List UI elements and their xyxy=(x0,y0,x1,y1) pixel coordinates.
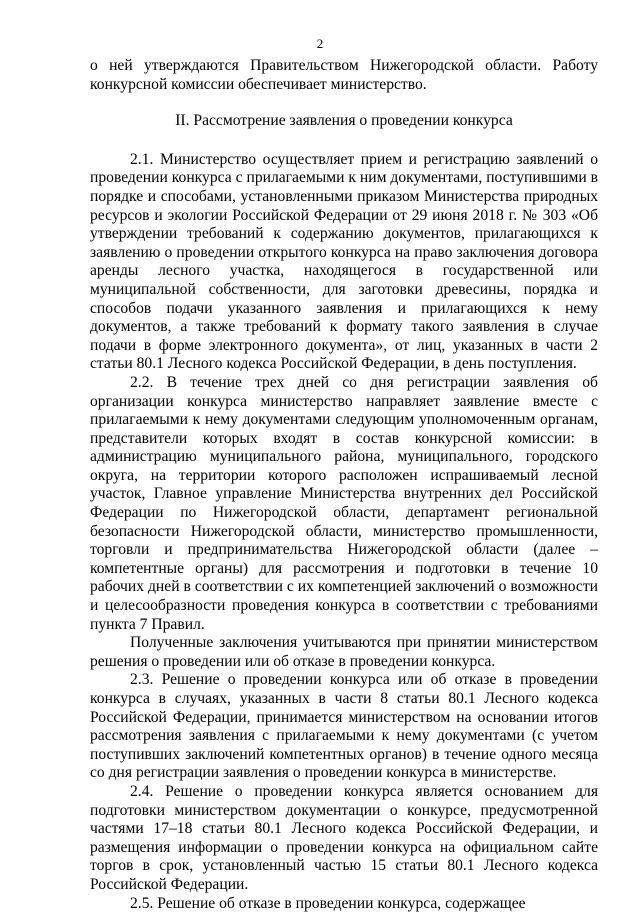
paragraph-2-1: 2.1. Министерство осуществляет прием и регистрацию заявлений о проведении конкурса с прилагаемыми к ним документами, поступившими в порядке и способами, установленными приказом Министерства природных ресурсов и экологии Российской Федерации от 29 июня 2018 г. № 303 «Об утверждении требований к содержанию документов, прилагающихся к заявлению о проведении открытого конкурса на право заключения договора аренды лесного участка, находящегося в государственной или муниципальной собственности, для заготовки древесины, порядка и способов подачи указанного заявления и прилагающихся к нему документов, а также требований к формату такого заявления в случае подачи в форме электронного документа», от лиц, указанных в части 2 статьи 80.1 Лесного кодекса Российской Федерации, в день поступления. xyxy=(90,150,598,373)
page-number: 2 xyxy=(316,36,324,51)
section-heading: II. Рассмотрение заявления о проведении конкурса xyxy=(175,112,513,130)
paragraph-2-4: 2.4. Решение о проведении конкурса является основанием для подготовки министерством документации о конкурсе, предусмотренной частями 17–18 статьи 80.1 Лесного кодекса Российской Федерации, и размещения информации о проведении конкурса на официальном сайте торгов в срок, установленный частью 15 статьи 80.1 Лесного кодекса Российской Федерации. xyxy=(90,782,598,893)
paragraph-2-5: 2.5. Решение об отказе в проведении конкурса, содержащее xyxy=(130,894,526,912)
paragraph-2-2: 2.2. В течение трех дней со дня регистрации заявления об организации конкурса министерство направляет заявление вместе с прилагаемыми к нему документами следующим уполномоченным органам, представители которых входят в состав конкурсной комиссии: в администрацию муниципального района, муниципального, городского округа, на территории которого расположен испрашиваемый лесной участок, Главное управление Министерства внутренних дел Российской Федерации по Нижегородской области, департамент региональной безопасности Нижегородской области, министерство промышленности, торговли и предпринимательства Нижегородской области (далее – компетентные органы) для рассмотрения и подготовки в течение 10 рабочих дней в соответствии с их компетенцией заключений о возможности и целесообразности проведения конкурса в соответствии с требованиями пункта 7 Правил. xyxy=(90,373,598,633)
paragraph-conclusions: Полученные заключения учитываются при принятии министерством решения о проведении или об отказе в проведении конкурса. xyxy=(90,634,598,670)
paragraph-continuation: о ней утверждаются Правительством Нижегородской области. Работу конкурсной комиссии обеспечивает министерство. xyxy=(90,57,598,93)
document-body xyxy=(90,57,598,913)
paragraph-2-3: 2.3. Решение о проведении конкурса или об отказе в проведении конкурса в случаях, указанных в части 8 статьи 80.1 Лесного кодекса Российской Федерации, принимается министерством на основании итогов рассмотрения заявления с прилагаемыми к нему документами (с учетом поступивших заключений компетентных органов) в течение одного месяца со дня регистрации заявления о проведении конкурса в министерстве. xyxy=(90,671,598,782)
